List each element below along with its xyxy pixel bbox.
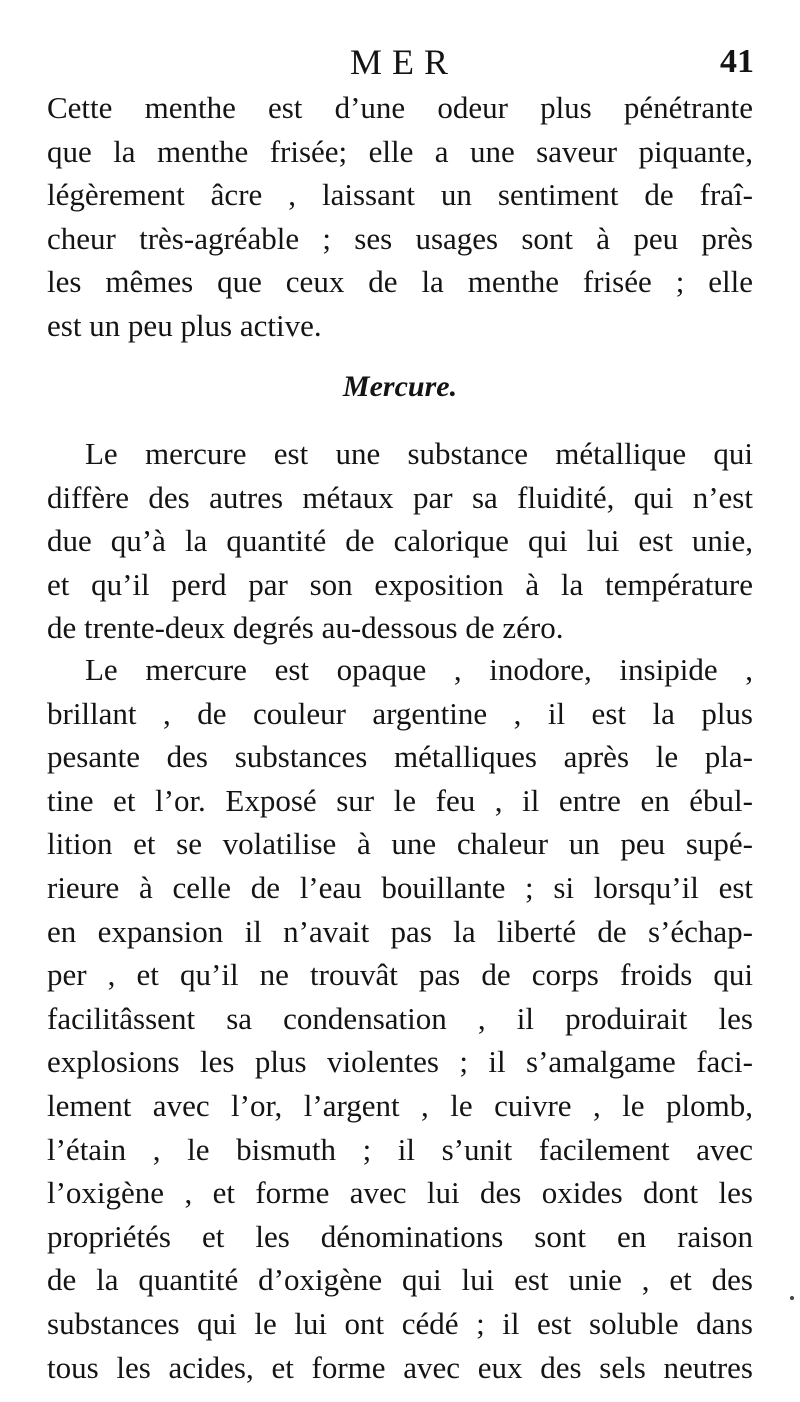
running-header [0, 38, 800, 86]
text-line: et qu’il perd par son exposition à la température [47, 566, 753, 602]
text-line: l’oxigène , et forme avec lui des oxides dont les [47, 1175, 753, 1211]
text-line: est un peu plus active. [47, 307, 322, 343]
text-line: de trente-deux degrés au-dessous de zéro. [47, 610, 564, 646]
text-line: brillant , de couleur argentine , il est la plus [47, 695, 753, 731]
text-line: tous les acides, et forme avec eux des sels neutres [47, 1349, 753, 1385]
text-line: l’étain , le bismuth ; il s’unit facilement avec [47, 1131, 753, 1167]
text-line: rieure à celle de l’eau bouillante ; si lorsqu’il est [47, 869, 753, 905]
text-line: en expansion il n’avait pas la liberté de s’échap- [47, 913, 753, 949]
text-line: cheur très-agréable ; ses usages sont à peu près [47, 220, 753, 256]
text-line: substances qui le lui ont cédé ; il est soluble dans [47, 1305, 753, 1341]
paragraph-menthe [47, 86, 753, 348]
text-line: lition et se volatilise à une chaleur un peu supé- [47, 826, 753, 862]
page-number: 41 [720, 43, 754, 80]
text-line: que la menthe frisée; elle a une saveur piquante, [47, 133, 753, 169]
running-title: MER [349, 42, 458, 82]
text-line: facilitâssent sa condensation , il produirait les [47, 1000, 753, 1036]
text-line: pesante des substances métalliques après le pla- [47, 739, 753, 775]
text-line: lement avec l’or, l’argent , le cuivre , le plomb, [47, 1087, 753, 1123]
text-line: de la quantité d’oxigène qui lui est unie , et des [47, 1262, 753, 1298]
text-line: Le mercure est opaque , inodore, insipide , [85, 652, 753, 687]
text-line: Le mercure est une substance métallique qui [85, 436, 753, 471]
section-heading: Mercure. [342, 370, 458, 403]
paragraph-mercure-definition [47, 432, 753, 650]
text-line: légèrement âcre , laissant un sentiment de fraî- [47, 177, 753, 213]
margin-ink-speck [790, 1296, 794, 1300]
paragraph-mercure-properties [47, 648, 753, 1389]
text-line: les mêmes que ceux de la menthe frisée ; elle [47, 264, 753, 300]
text-line: per , et qu’il ne trouvât pas de corps froids qui [47, 957, 753, 993]
text-line: Cette menthe est d’une odeur plus pénétrante [47, 90, 753, 125]
text-line: explosions les plus violentes ; il s’amalgame faci- [47, 1044, 753, 1080]
text-line: diffère des autres métaux par sa fluidité, qui n’est [47, 479, 753, 515]
text-line: tine et l’or. Exposé sur le feu , il entre en ébul- [47, 782, 753, 818]
text-line: propriétés et les dénominations sont en raison [47, 1218, 753, 1254]
text-line: due qu’à la quantité de calorique qui lui est unie, [47, 523, 753, 559]
